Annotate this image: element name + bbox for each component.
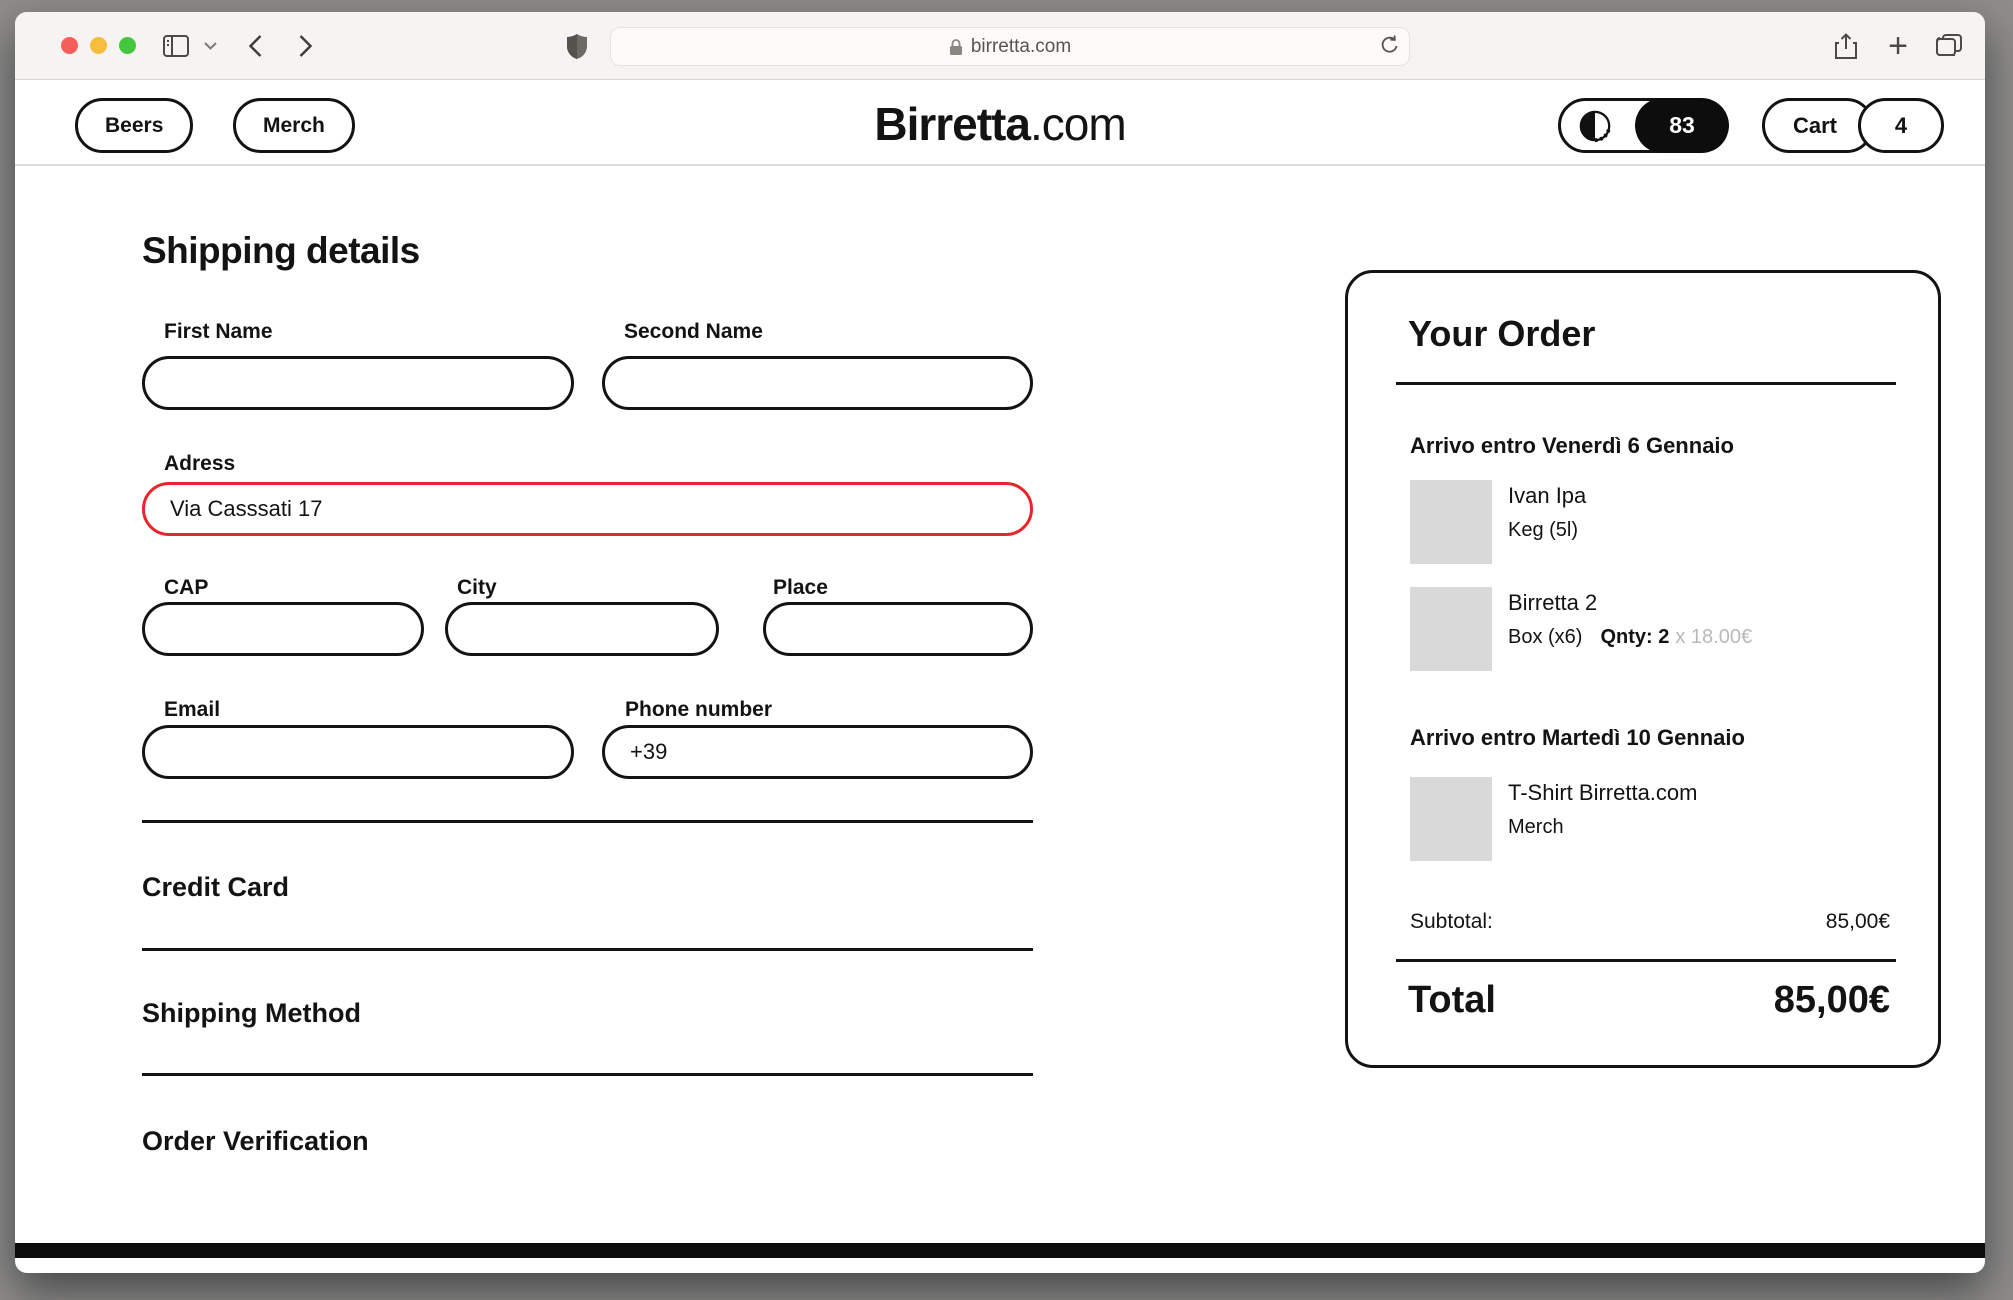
tab-overview-button[interactable] [1931,12,1967,80]
points-badge[interactable] [1635,98,1729,153]
email-label: Email [164,698,221,721]
section-shipping-method: Shipping Method [142,998,361,1028]
points-count: 83 [1669,112,1695,138]
chevron-left-icon [249,35,262,57]
product-name: T-Shirt Birretta.com [1508,780,1698,805]
fullscreen-window-button[interactable] [119,37,136,54]
second-name-label: Second Name [624,320,763,343]
share-button[interactable] [1829,12,1863,80]
total-value: 85,00€ [1773,979,1890,1021]
chevron-down-icon [204,42,217,50]
new-tab-button[interactable] [1881,12,1915,80]
sidebar-toggle-button[interactable] [159,12,193,80]
second-name-input[interactable] [602,356,1033,410]
delivery-group-heading: Arrivo entro Martedì 10 Gennaio [1410,725,1745,750]
product-name: Ivan Ipa [1508,483,1587,508]
nav-merch-button[interactable]: Merch [233,98,355,153]
product-quantity: Qnty: 2 [1600,626,1670,648]
privacy-report-button[interactable] [561,12,593,80]
product-thumbnail [1410,777,1492,861]
forward-button[interactable] [290,12,320,80]
footer-bar [15,1243,1985,1258]
first-name-input[interactable] [142,356,574,410]
site-logo[interactable] [874,97,1125,151]
reload-icon [1380,34,1400,56]
subtotal-label: Subtotal: [1410,910,1493,933]
section-divider [142,1073,1033,1076]
reload-button[interactable] [1380,34,1400,56]
section-credit-card: Credit Card [142,872,290,902]
nav-beers-button[interactable]: Beers [75,98,193,153]
cart-count-badge[interactable] [1858,98,1944,153]
address-label: Adress [164,452,236,475]
tabs-icon [1936,34,1962,58]
address-input[interactable] [142,482,1033,536]
place-input[interactable] [763,602,1033,656]
email-input[interactable] [142,725,574,779]
product-thumbnail [1410,587,1492,671]
privacy-shield-icon [566,33,588,60]
order-divider [1396,959,1896,962]
page-content [15,80,1985,1258]
product-thumbnail [1410,480,1492,564]
first-name-label: First Name [164,320,273,343]
section-order-verification: Order Verification [142,1126,369,1156]
url-text: birretta.com [970,35,1072,57]
page-title: Shipping details [142,230,420,271]
minimize-window-button[interactable] [90,37,107,54]
sidebar-icon [163,35,189,57]
browser-window [15,12,1985,1273]
place-label: Place [773,576,828,599]
product-variant: Keg (5l) [1508,519,1579,541]
address-bar[interactable] [610,27,1410,66]
back-button[interactable] [240,12,270,80]
logo-rest-text: .com [1029,98,1126,150]
product-variant: Box (x6) [1508,626,1583,648]
product-variant: Merch [1508,816,1564,838]
bottle-cap-icon [1578,109,1612,143]
total-label: Total [1408,979,1496,1021]
cap-label: CAP [164,576,209,599]
plus-icon: + [1888,27,1908,65]
product-variant-row [1508,626,1752,649]
cart-count: 4 [1894,112,1908,138]
order-title: Your Order [1408,313,1596,354]
city-label: City [457,576,497,599]
order-summary-panel [1345,270,1941,1068]
sidebar-menu-chevron[interactable] [199,12,221,80]
order-divider [1396,382,1896,385]
lock-icon [949,38,963,56]
product-name: Birretta 2 [1508,590,1598,615]
section-divider [142,948,1033,951]
cart-label: Cart [1793,112,1838,138]
product-unit-price: x 18.00€ [1675,626,1753,648]
browser-toolbar [15,12,1985,80]
cap-input[interactable] [142,602,424,656]
phone-label: Phone number [625,698,773,721]
section-divider [142,820,1033,823]
close-window-button[interactable] [61,37,78,54]
phone-input[interactable] [602,725,1033,779]
share-icon [1835,33,1857,60]
logo-bold-text: Birretta [874,98,1030,150]
subtotal-value: 85,00€ [1825,910,1890,933]
chevron-right-icon [299,35,312,57]
delivery-group-heading: Arrivo entro Venerdì 6 Gennaio [1410,433,1734,458]
site-header [15,80,1985,166]
city-input[interactable] [445,602,719,656]
